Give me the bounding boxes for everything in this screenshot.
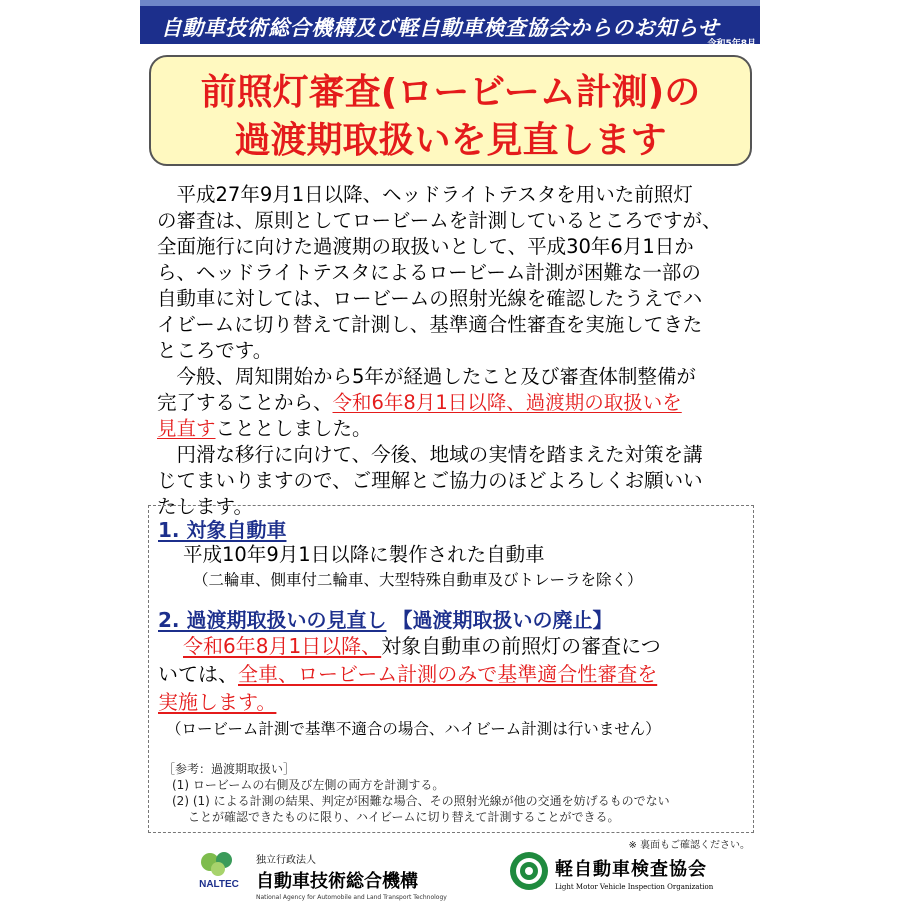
org1-prefix: 独立行政法人 [256, 855, 316, 866]
svg-text:NALTEC: NALTEC [199, 879, 239, 890]
section2-highlight: 令和6年8月1日以降、 [183, 634, 382, 658]
section2-note: （ロービーム計測で基準不適合の場合、ハイビーム計測は行いません） [166, 720, 661, 738]
intro-line: たします。 [157, 495, 253, 518]
intro-line: 平成27年9月1日以降、ヘッドライトテスタを用いた前照灯 [157, 183, 693, 206]
intro-line: イビームに切り替えて計測し、基準適合性審査を実施してきた [157, 313, 703, 336]
main-title-box [149, 55, 752, 166]
org1-name-block [256, 851, 447, 901]
org1-english: National Agency for Automobile and Land Transport Technology [256, 894, 447, 901]
section2-line: いては、全車、ロービーム計測のみで基準適合性審査を [158, 662, 658, 686]
reference-heading: ［参考：過渡期取扱い］ [163, 762, 296, 776]
intro-line [157, 390, 757, 415]
header-title: 自動車技術総合機構及び軽自動車検査協会からのお知らせ [160, 16, 720, 40]
org2-english: Light Motor Vehicle Inspection Organization [555, 883, 714, 891]
intro-line [157, 416, 757, 441]
intro-line: の審査は、原則としてロービームを計測しているところですが、 [157, 209, 722, 232]
main-title-line1: 前照灯審査(ロービーム計測)の [200, 72, 701, 113]
org2-name-block [555, 855, 713, 891]
org1-name: 自動車技術総合機構 [256, 871, 418, 892]
intro-line: じてまいりますので、ご理解とご協力のほどよろしくお願いい [157, 469, 703, 492]
intro-highlight: 見直す [157, 417, 216, 440]
main-title-line2: 過渡期取扱いを見直します [234, 120, 667, 161]
lmv-logo [509, 851, 549, 891]
footer-note: ※ 裏面もご確認ください。 [628, 840, 750, 851]
reference-item: (1) ロービームの右側及び左側の両方を計測する。 [172, 778, 445, 792]
org2-name: 軽自動車検査協会 [555, 859, 707, 880]
intro-text: こととしました。 [215, 417, 372, 440]
section2-line [158, 690, 758, 715]
section2-line: 令和6年8月1日以降、対象自動車の前照灯の審査につ [183, 634, 661, 658]
intro-line: 自動車に対しては、ロービームの照射光線を確認したうえでハ [157, 287, 703, 310]
intro-line: ところです。 [157, 339, 273, 362]
intro-line: 今般、周知開始から5年が経過したこと及び審査体制整備が [157, 365, 696, 388]
naltec-logo [190, 851, 248, 891]
section1-heading: 1. 対象自動車 [158, 518, 287, 542]
reference-item: (2) (1) による計測の結果、判定が困難な場合、その照射光線が他の交通を妨げるものでない [172, 794, 670, 808]
intro-line: 全面施行に向けた過渡期の取扱いとして、平成30年6月1日か [157, 235, 694, 258]
intro-line: 円滑な移行に向けて、今後、地域の実情を踏まえた対策を講 [157, 443, 703, 466]
section2-heading: 2. 過渡期取扱いの見直し 【過渡期取扱いの廃止】 [158, 608, 613, 632]
intro-highlight: 令和6年8月1日以降、過渡期の取扱いを [332, 391, 682, 414]
section1-note: （二輪車、側車付二輪車、大型特殊自動車及びトレーラを除く） [193, 571, 643, 589]
section1-text: 平成10年9月1日以降に製作された自動車 [183, 543, 545, 566]
section2-highlight: 実施します。 [158, 690, 277, 714]
section2-highlight: 全車、ロービーム計測のみで基準適合性審査を [238, 662, 658, 686]
intro-line: ら、ヘッドライトテスタによるロービーム計測が困難な一部の [157, 261, 701, 284]
header-date: 令和5年8月 [707, 39, 756, 49]
reference-item: ことが確認できたものに限り、ハイビームに切り替えて計測することができる。 [188, 810, 620, 824]
header-bar [140, 0, 760, 49]
intro-text: 完了することから、 [157, 391, 333, 414]
